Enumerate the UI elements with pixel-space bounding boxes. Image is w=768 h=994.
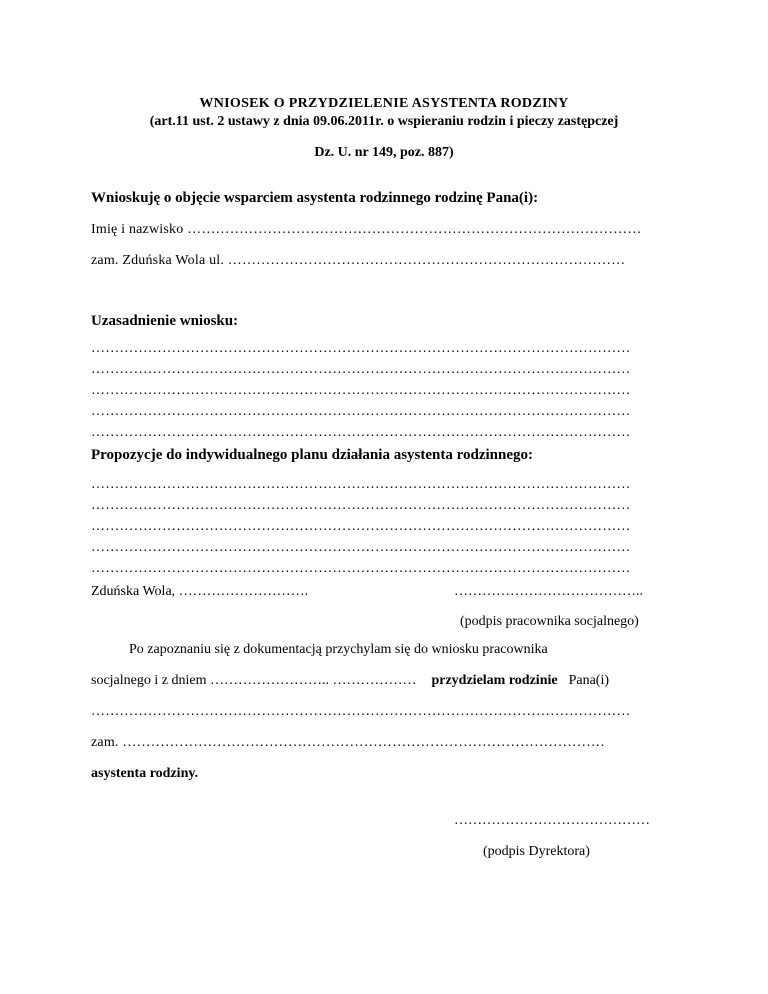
justification-line[interactable]: …………………………………………………………………………………………………… bbox=[91, 383, 631, 398]
request-heading: Wnioskuję o objęcie wsparciem asystenta rodzinnego rodzinę Pana(i): bbox=[91, 190, 539, 206]
proposals-line[interactable]: …………………………………………………………………………………………………… bbox=[91, 519, 631, 534]
decision-date-row bbox=[91, 673, 609, 689]
document-reference: Dz. U. nr 149, poz. 887) bbox=[314, 145, 454, 160]
proposals-line[interactable]: …………………………………………………………………………………………………… bbox=[91, 477, 631, 492]
justification-line[interactable]: …………………………………………………………………………………………………… bbox=[91, 341, 631, 356]
proposals-line[interactable]: …………………………………………………………………………………………………… bbox=[91, 498, 631, 513]
document-title: WNIOSEK O PRZYDZIELENIE ASYSTENTA RODZINY bbox=[199, 96, 569, 111]
director-signature-caption: (podpis Dyrektora) bbox=[483, 844, 590, 859]
family-address-field[interactable]: zam. ………………………………………………………………………………………… bbox=[91, 735, 606, 750]
decision-assign-target: Pana(i) bbox=[568, 673, 610, 688]
decision-date-field[interactable]: socjalnego i z dniem …………………….. ……………… bbox=[91, 673, 417, 688]
document-subtitle: (art.11 ust. 2 ustawy z dnia 09.06.2011r. o wspieraniu rodzin i pieczy zastępczej bbox=[149, 114, 619, 129]
family-name-field[interactable]: …………………………………………………………………………………………………… bbox=[91, 704, 631, 719]
address-field[interactable]: zam. Zduńska Wola ul. ………………………………………………………………………… bbox=[91, 253, 626, 268]
proposals-heading: Propozycje do indywidualnego planu działania asystenta rodzinnego: bbox=[91, 447, 534, 463]
proposals-line[interactable]: …………………………………………………………………………………………………… bbox=[91, 540, 631, 555]
justification-heading: Uzasadnienie wniosku: bbox=[91, 313, 239, 329]
worker-signature-caption: (podpis pracownika socjalnego) bbox=[460, 614, 639, 629]
worker-signature-line[interactable]: ………………………………….. bbox=[454, 584, 643, 599]
justification-line[interactable]: …………………………………………………………………………………………………… bbox=[91, 425, 631, 440]
name-field[interactable]: Imię i nazwisko …………………………………………………………………………………… bbox=[91, 222, 642, 237]
director-signature-line[interactable]: …………………………………… bbox=[454, 813, 650, 828]
proposals-line[interactable]: …………………………………………………………………………………………………… bbox=[91, 561, 631, 576]
decision-text: Po zapoznaniu się z dokumentacją przychylam się do wniosku pracownika bbox=[129, 642, 548, 657]
justification-line[interactable]: …………………………………………………………………………………………………… bbox=[91, 362, 631, 377]
decision-closing: asystenta rodziny. bbox=[91, 766, 199, 781]
place-date-field[interactable]: Zduńska Wola, ………………………. bbox=[91, 584, 309, 599]
decision-assign-label: przydzielam rodzinie bbox=[431, 673, 558, 688]
justification-line[interactable]: …………………………………………………………………………………………………… bbox=[91, 404, 631, 419]
